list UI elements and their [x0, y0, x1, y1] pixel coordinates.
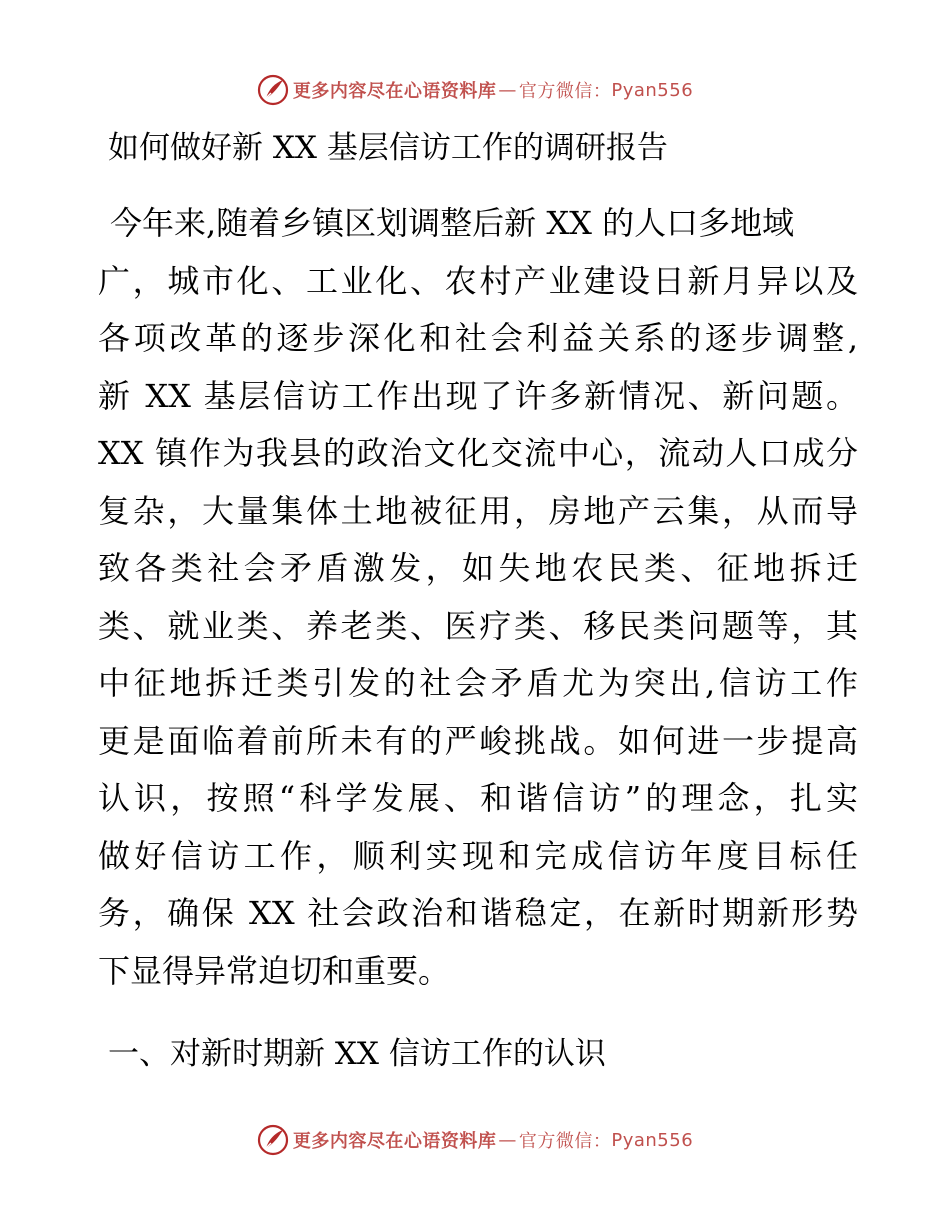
watermark-main-text: 更多内容尽在心语资料库: [292, 1131, 497, 1152]
document-title: 如何做好新 XX 基层信访工作的调研报告: [108, 130, 668, 166]
paragraph-line: 更是面临着前所未有的严峻挑战。如何进一步提高: [98, 721, 858, 760]
watermark-secondary-text: 官方微信：: [518, 1131, 612, 1152]
watermark-secondary-text: 官方微信：: [518, 81, 612, 102]
header-watermark: [0, 70, 950, 110]
paragraph-line: 致各类社会矛盾激发，如失地农民类、征地拆迁: [98, 549, 858, 587]
paragraph-line: 做好信访工作，顺利实现和完成信访年度目标任: [98, 836, 858, 875]
section-heading: 一、对新时期新 XX 信访工作的认识: [108, 1036, 606, 1072]
paragraph-line: 认识，按照“科学发展、和谐信访”的理念，扎实: [98, 779, 858, 817]
watermark-separator: —: [498, 79, 517, 101]
paragraph-line: 复杂，大量集体土地被征用，房地产云集，从而导: [98, 491, 858, 530]
quill-logo-icon: [257, 74, 289, 106]
body-paragraph: [98, 195, 858, 1000]
paragraph-line: 广，城市化、工业化、农村产业建设日新月异以及: [98, 261, 858, 300]
watermark-main-text: 更多内容尽在心语资料库: [292, 81, 497, 102]
quill-logo-icon: [257, 1124, 289, 1156]
paragraph-line: 各项改革的逐步深化和社会利益关系的逐步调整,: [98, 319, 858, 357]
paragraph-line: 类、就业类、养老类、医疗类、移民类问题等，其: [98, 606, 858, 645]
watermark-separator: —: [498, 1129, 517, 1151]
paragraph-line: 新 XX 基层信访工作出现了许多新情况、新问题。: [98, 376, 858, 415]
paragraph-line: XX 镇作为我县的政治文化交流中心，流动人口成分: [98, 434, 858, 472]
paragraph-line: 中征地拆迁类引发的社会矛盾尤为突出,信访工作: [98, 664, 858, 702]
footer-watermark: [0, 1120, 950, 1160]
paragraph-line: 下显得异常迫切和重要。: [98, 951, 451, 990]
paragraph-line: 务，确保 XX 社会政治和谐稳定，在新时期新形势: [98, 894, 858, 932]
watermark-wechat-id: Pyan556: [611, 79, 694, 101]
paragraph-line: 今年来,随着乡镇区划调整后新 XX 的人口多地域: [110, 204, 795, 242]
watermark-wechat-id: Pyan556: [611, 1129, 694, 1151]
